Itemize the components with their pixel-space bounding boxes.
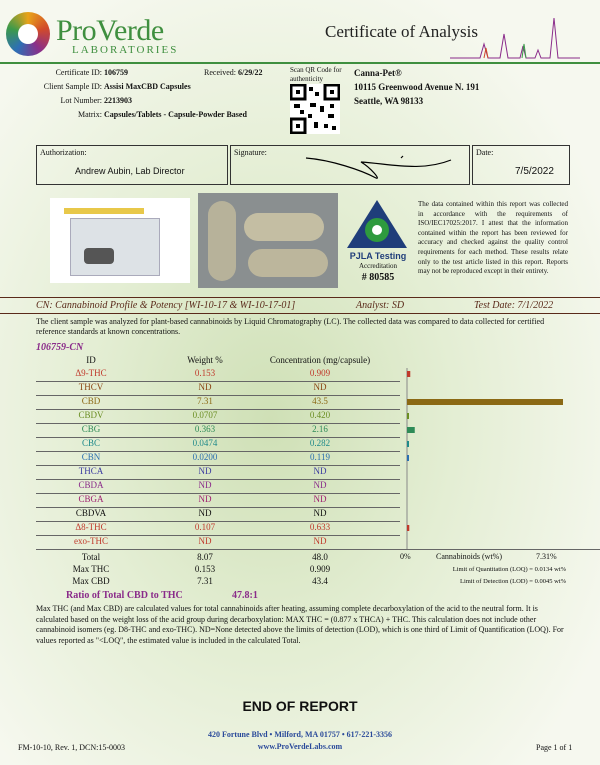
accreditation-statement: The data contained within this report was collected in accordance with the requirements of ISO/IEC17025:2017. I attest that the information contained within the report has been reviewed for accuracy and checked against the quality control requirements for each method. These results relate only to the test article listed in this report. Reports may not be reproduced except in their entirety. xyxy=(418,200,568,276)
col-header-concentration: Concentration (mg/capsule) xyxy=(269,355,371,365)
row-weight: ND xyxy=(198,466,212,476)
max-cbd-weight: 7.31 xyxy=(197,576,213,586)
end-of-report: END OF REPORT xyxy=(242,698,358,714)
row-conc: ND xyxy=(313,466,327,476)
calculation-notes: Max THC (and Max CBD) are calculated values for total cannabinoids after heating, assuming complete decarboxylation of the acid to the neutral form. It is calculated based on the weight loss of the acid group during decarboxylation: MAX THC = (0.877 x THCA) + THC. This calculation does not include other cannabinoid isomers (eg. D8-THC and exo-THC). ND=None detected above the limits of detection (LOD), which is one third of Limit of Quantification (LOQ). For values reported as "<LOQ", the estimated value is included in the calculated Total. xyxy=(36,604,564,645)
matrix-label: Matrix: xyxy=(78,110,102,119)
footer-website[interactable]: www.ProVerdeLabs.com xyxy=(257,742,343,751)
row-id: CBDVA xyxy=(75,508,107,518)
row-weight: 0.363 xyxy=(194,424,216,434)
sample-tag: 106759-CN xyxy=(36,342,84,353)
signature-icon xyxy=(301,150,461,184)
authorization-name: Andrew Aubin, Lab Director xyxy=(75,166,185,176)
row-weight: 7.31 xyxy=(197,396,213,406)
qr-label: Scan QR Code for authenticity xyxy=(290,66,342,83)
received-label: Received: xyxy=(204,68,236,77)
row-id: THCV xyxy=(78,382,104,392)
row-conc: 0.909 xyxy=(309,368,331,378)
chart-bar xyxy=(407,441,409,447)
row-id: CBC xyxy=(81,438,100,448)
sample-id-value: Assisi MaxCBD Capsules xyxy=(104,82,191,91)
row-conc: 43.5 xyxy=(312,396,328,406)
cert-id-label: Certificate ID: xyxy=(55,68,102,77)
chromatogram-icon xyxy=(450,14,580,60)
client-name: Canna-Pet® xyxy=(354,68,402,78)
max-cbd-label: Max CBD xyxy=(72,576,110,586)
row-conc: 2.16 xyxy=(312,424,328,434)
sample-id-label: Client Sample ID: xyxy=(43,82,102,91)
pjla-sub: Accreditation xyxy=(358,262,398,270)
ratio-label: Ratio of Total CBD to THC xyxy=(66,590,183,601)
row-id: CBD xyxy=(81,396,101,406)
col-header-id: ID xyxy=(86,355,96,365)
ratio-value: 47.8:1 xyxy=(232,590,258,601)
analyst-label: Analyst: SD xyxy=(356,300,405,311)
section-title: CN: Cannabinoid Profile & Potency [WI-10-17 & WI-10-17-01] xyxy=(36,300,296,311)
chart-bar xyxy=(407,413,409,419)
chart-bar xyxy=(407,525,409,531)
col-header-weight: Weight % xyxy=(187,355,223,365)
max-thc-label: Max THC xyxy=(72,564,110,574)
row-weight: ND xyxy=(198,536,212,546)
form-id: FM-10-10, Rev. 1, DCN:15-0003 xyxy=(18,743,126,752)
max-cbd-conc: 43.4 xyxy=(312,576,328,586)
row-conc: ND xyxy=(313,382,327,392)
row-weight: ND xyxy=(198,508,212,518)
row-id: Δ8-THC xyxy=(75,522,107,532)
row-id: exo-THC xyxy=(74,536,108,546)
row-id: CBDA xyxy=(78,480,104,490)
row-conc: 0.119 xyxy=(310,452,330,462)
row-conc: ND xyxy=(313,480,327,490)
page-title: Certificate of Analysis xyxy=(325,22,478,41)
signature-label: Signature: xyxy=(234,148,267,157)
sample-photo-1 xyxy=(50,198,190,283)
row-conc: ND xyxy=(313,536,327,546)
row-conc: 0.633 xyxy=(309,522,331,532)
section-intro: The client sample was analyzed for plant-based cannabinoids by Liquid Chromatography (LC). The collected data was compared to data collected for certified reference standards at known concentrations. xyxy=(36,317,545,336)
row-id: THCA xyxy=(78,466,104,476)
cannabinoid-chart xyxy=(400,368,570,550)
qr-code-icon[interactable] xyxy=(290,84,340,134)
client-address-2: Seattle, WA 98133 xyxy=(354,96,424,106)
cert-id-value: 106759 xyxy=(104,68,128,77)
brand-name: ProVerde xyxy=(56,14,164,47)
row-conc: 0.282 xyxy=(309,438,331,448)
row-weight: ND xyxy=(198,480,212,490)
row-conc: ND xyxy=(313,508,327,518)
authorization-box xyxy=(36,145,228,185)
row-conc: ND xyxy=(313,494,327,504)
row-conc: 0.420 xyxy=(309,410,331,420)
authorization-label: Authorization: xyxy=(40,148,87,157)
total-conc: 48.0 xyxy=(312,552,328,562)
section-divider-bottom xyxy=(0,313,600,314)
proverde-logo-icon xyxy=(6,12,50,56)
section-divider-top xyxy=(0,297,600,298)
lot-value: 2213903 xyxy=(104,96,132,105)
chart-bar xyxy=(407,371,410,377)
pjla-logo-icon xyxy=(345,198,409,250)
date-value: 7/5/2022 xyxy=(515,166,554,177)
chart-axis-max: 7.31% xyxy=(536,552,557,561)
date-box xyxy=(472,145,570,185)
received-value: 6/29/22 xyxy=(238,68,263,77)
header-divider xyxy=(0,62,600,64)
sample-photo-2 xyxy=(198,193,338,288)
chart-bar xyxy=(407,427,415,433)
row-id: CBGA xyxy=(78,494,104,504)
test-date-label: Test Date: 7/1/2022 xyxy=(474,300,554,311)
total-divider xyxy=(36,549,600,550)
row-weight: 0.0200 xyxy=(192,452,218,462)
loq-note: Limit of Quantitation (LOQ) = 0.0134 wt% xyxy=(452,566,566,573)
pjla-number: # 80585 xyxy=(361,272,395,283)
row-id: CBG xyxy=(81,424,101,434)
row-weight: 0.0707 xyxy=(192,410,218,420)
row-weight: 0.153 xyxy=(194,368,216,378)
page-number: Page 1 of 1 xyxy=(536,743,573,752)
row-weight: ND xyxy=(198,494,212,504)
row-id: CBDV xyxy=(78,410,104,420)
client-address-1: 10115 Greenwood Avenue N. 191 xyxy=(354,82,480,92)
signature-box xyxy=(230,145,470,185)
chart-bar xyxy=(407,399,563,405)
lot-label: Lot Number: xyxy=(60,96,102,105)
total-weight: 8.07 xyxy=(197,552,213,562)
matrix-value: Capsules/Tablets - Capsule-Powder Based xyxy=(104,110,247,119)
date-label: Date: xyxy=(476,148,494,157)
chart-axis-min: 0% xyxy=(400,552,411,561)
footer-address: 420 Fortune Blvd • Milford, MA 01757 • 617-221-3356 xyxy=(207,730,393,739)
max-thc-conc: 0.909 xyxy=(309,564,331,574)
chart-axis-title: Cannabinoids (wt%) xyxy=(436,552,502,561)
row-weight: 0.0474 xyxy=(192,438,218,448)
pjla-name: PJLA Testing xyxy=(349,251,407,261)
lod-note: Limit of Detection (LOD) = 0.0045 wt% xyxy=(459,578,566,585)
chart-bar xyxy=(407,455,409,461)
total-label: Total xyxy=(81,552,101,562)
row-id: Δ9-THC xyxy=(75,368,107,378)
brand-subtitle: LABORATORIES xyxy=(72,44,179,56)
max-thc-weight: 0.153 xyxy=(194,564,216,574)
row-id: CBN xyxy=(81,452,101,462)
row-weight: ND xyxy=(198,382,212,392)
row-weight: 0.107 xyxy=(194,522,216,532)
